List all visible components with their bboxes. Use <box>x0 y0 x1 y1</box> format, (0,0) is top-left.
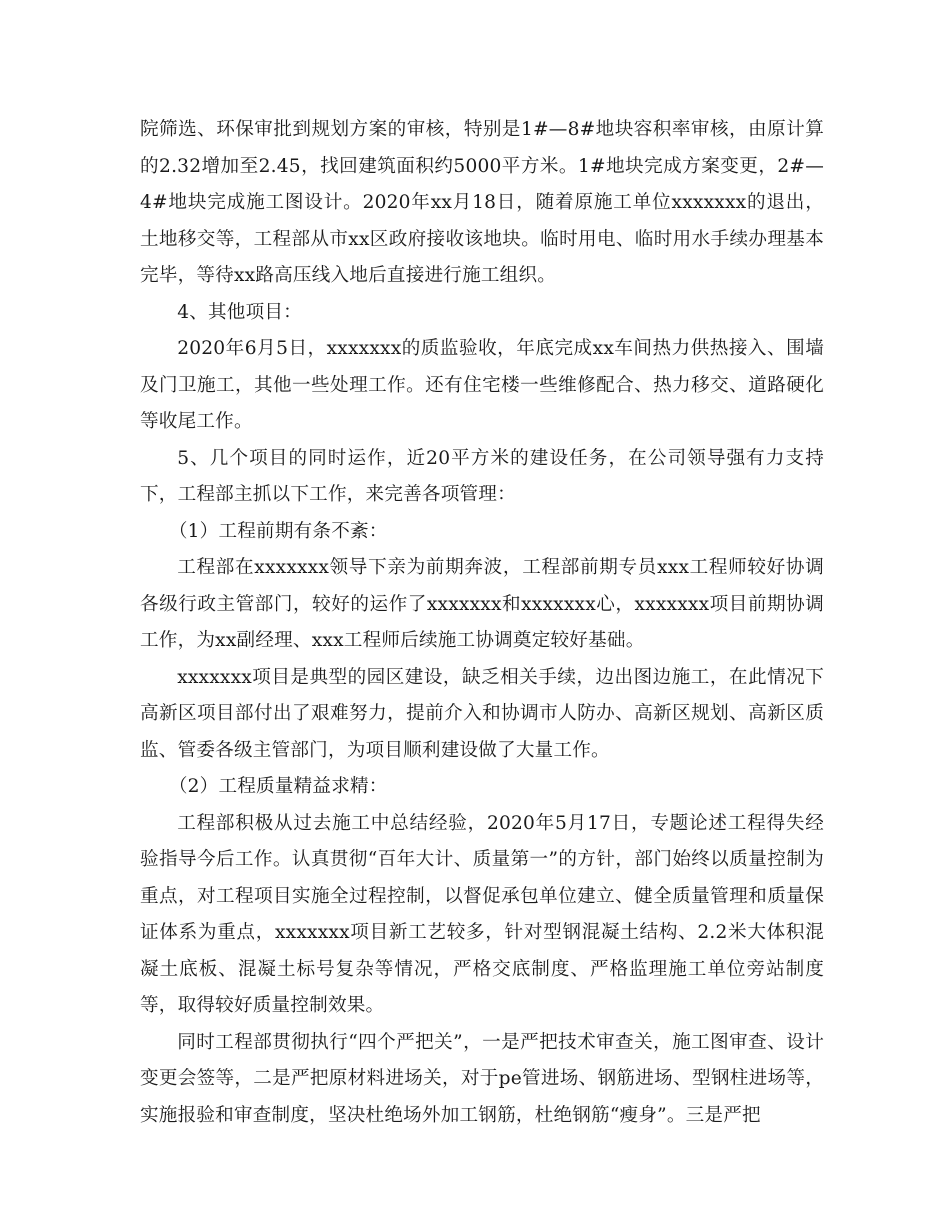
subheading-preliminary-work: （1）工程前期有条不紊： <box>168 520 388 542</box>
paragraph-multiple-projects: 5、几个项目的同时运作，近20平方米的建设任务，在公司领导强有力支持下，工程部主抓以下工作，来完善各项管理： <box>140 447 824 505</box>
section-heading-other-projects: 4、其他项目： <box>177 301 302 323</box>
paragraph-park-construction: xxxxxxx项目是典型的园区建设，缺乏相关手续，边出图边施工，在此情况下高新区项目部付出了艰难努力，提前介入和协调市人防办、高新区规划、高新区质监、管委各级主管部门，为项目顺利建设做了大量工作。 <box>140 666 824 761</box>
paragraph-continuation: 院筛选、环保审批到规划方案的审核，特别是1#—8#地块容积率审核，由原计算的2.32增加至2.45，找回建筑面积约5000平方米。1#地块完成方案变更，2#—4#地块完成施工图设计。2020年xx月18日，随着原施工单位xxxxxxx的退出，土地移交等，工程部从市xx区政府接收该地块。临时用电、临时用水手续办理基本完毕，等待xx路高压线入地后直接进行施工组织。 <box>140 119 824 286</box>
paragraph-four-checks: 同时工程部贯彻执行“四个严把关”，一是严把技术审查关，施工图审查、设计变更会签等，二是严把原材料进场关，对于pe管进场、钢筋进场、型钢柱进场等，实施报验和审查制度，坚决杜绝场外加工钢筋，杜绝钢筋“瘦身”。三是严把 <box>140 1031 824 1126</box>
subheading-quality: （2）工程质量精益求精： <box>168 776 388 797</box>
paragraph-other-projects: 2020年6月5日，xxxxxxx的质监验收，年底完成xx车间热力供热接入、围墙及门卫施工，其他一些处理工作。还有住宅楼一些维修配合、热力移交、道路硬化等收尾工作。 <box>140 338 824 432</box>
paragraph-preliminary-work: 工程部在xxxxxxx领导下亲为前期奔波，工程部前期专员xxx工程师较好协调各级行政主管部门，较好的运作了xxxxxxx和xxxxxxx心，xxxxxxx项目前期协调工作，为xx副经理、xxx工程师后续施工协调奠定较好基础。 <box>140 557 824 651</box>
paragraph-quality: 工程部积极从过去施工中总结经验，2020年5月17日，专题论述工程得失经验指导今后工作。认真贯彻“百年大计、质量第一”的方针，部门始终以质量控制为重点，对工程项目实施全过程控制，以督促承包单位建立、健全质量管理和质量保证体系为重点，xxxxxxx项目新工艺较多，针对型钢混凝土结构、2.2米大体积混凝土底板、混凝土标号复杂等情况，严格交底制度、严格监理施工单位旁站制度等，取得较好质量控制效果。 <box>140 812 824 1016</box>
document-page <box>140 112 824 1134</box>
